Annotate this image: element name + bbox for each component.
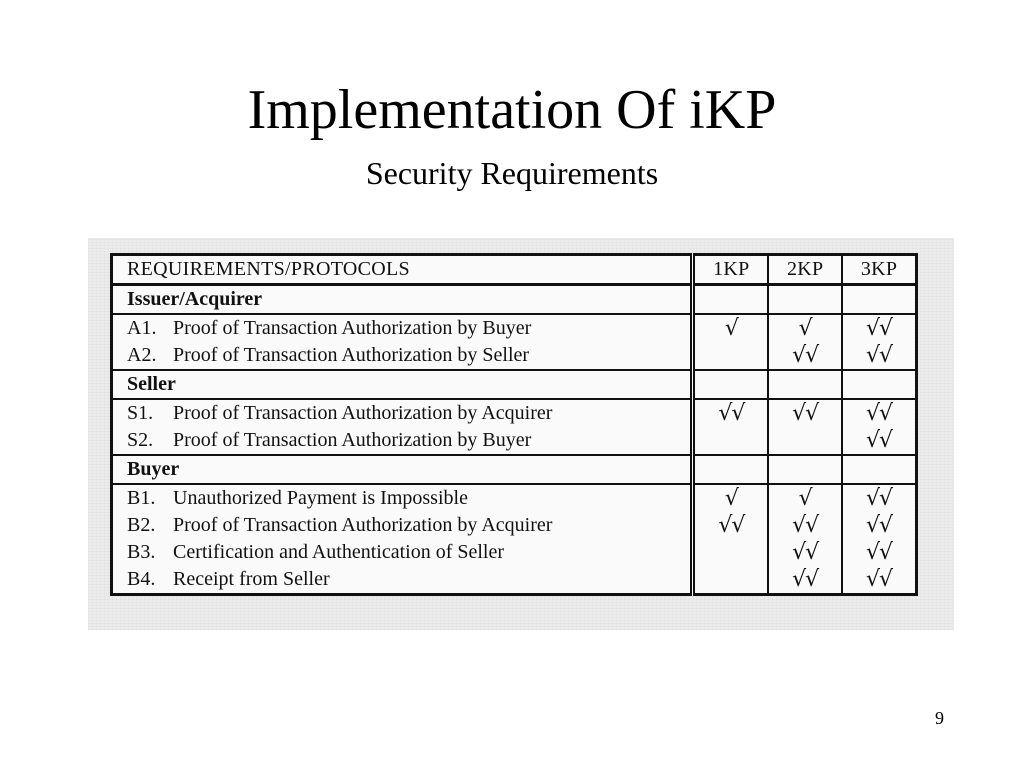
requirement-text: Receipt from Seller — [173, 568, 330, 590]
check-2kp: √√ — [768, 512, 842, 539]
requirement-cell — [112, 484, 693, 512]
requirement-cell — [112, 314, 693, 342]
slide-subtitle: Security Requirements — [365, 155, 659, 191]
requirement-cell — [112, 399, 693, 427]
check-1kp: √ — [693, 314, 768, 342]
check-1kp: √√ — [693, 512, 768, 539]
requirement-code: S2. — [127, 429, 154, 451]
header-2kp: 2KP — [768, 255, 842, 285]
section-empty-cell — [768, 370, 842, 399]
section-row-buyer — [112, 455, 917, 484]
check-2kp: √√ — [768, 399, 842, 427]
requirement-text: Proof of Transaction Authorization by Buyer — [173, 317, 532, 339]
requirement-text: Proof of Transaction Authorization by Acquirer — [173, 402, 553, 424]
check-1kp — [693, 539, 768, 566]
section-label: Seller — [112, 370, 693, 399]
section-empty-cell — [768, 285, 842, 315]
section-label: Issuer/Acquirer — [112, 285, 693, 315]
check-3kp: √√ — [842, 342, 916, 370]
check-3kp: √√ — [842, 314, 916, 342]
check-3kp: √√ — [842, 512, 916, 539]
check-2kp: √ — [768, 484, 842, 512]
requirement-text: Certification and Authentication of Seller — [173, 541, 505, 563]
section-row-issuer-acquirer — [112, 285, 917, 315]
requirement-text: Proof of Transaction Authorization by Buyer — [173, 429, 532, 451]
check-3kp: √√ — [842, 566, 916, 595]
check-1kp — [693, 566, 768, 595]
requirement-cell — [112, 427, 693, 455]
check-2kp: √√ — [768, 539, 842, 566]
requirement-code: B1. — [127, 487, 156, 509]
table-header-row — [112, 255, 917, 285]
check-1kp: √ — [693, 484, 768, 512]
table-row — [112, 484, 917, 512]
requirements-table — [110, 253, 918, 596]
check-3kp: √√ — [842, 539, 916, 566]
check-2kp: √ — [768, 314, 842, 342]
check-1kp: √√ — [693, 399, 768, 427]
page-number: 9 — [935, 708, 944, 728]
check-3kp: √√ — [842, 427, 916, 455]
section-empty-cell — [693, 370, 768, 399]
requirement-text: Unauthorized Payment is Impossible — [173, 487, 468, 509]
requirement-code: A2. — [127, 344, 157, 366]
requirement-code: S1. — [127, 402, 154, 424]
section-empty-cell — [842, 455, 916, 484]
table-row — [112, 566, 917, 595]
section-row-seller — [112, 370, 917, 399]
requirement-code: B3. — [127, 541, 156, 563]
table-row — [112, 512, 917, 539]
header-1kp: 1KP — [693, 255, 768, 285]
slide-title: Implementation Of iKP — [247, 79, 777, 141]
section-empty-cell — [842, 285, 916, 315]
requirement-cell — [112, 539, 693, 566]
check-2kp: √√ — [768, 566, 842, 595]
table-row — [112, 342, 917, 370]
check-3kp: √√ — [842, 484, 916, 512]
header-requirements: REQUIREMENTS/PROTOCOLS — [112, 255, 693, 285]
requirement-text: Proof of Transaction Authorization by Seller — [173, 344, 530, 366]
requirement-cell — [112, 566, 693, 595]
section-empty-cell — [693, 455, 768, 484]
requirement-code: B2. — [127, 514, 156, 536]
requirement-code: A1. — [127, 317, 157, 339]
table-row — [112, 314, 917, 342]
requirement-cell — [112, 342, 693, 370]
check-1kp — [693, 342, 768, 370]
header-3kp: 3KP — [842, 255, 916, 285]
requirement-cell — [112, 512, 693, 539]
table-row — [112, 539, 917, 566]
section-label: Buyer — [112, 455, 693, 484]
requirement-code: B4. — [127, 568, 156, 590]
requirement-text: Proof of Transaction Authorization by Acquirer — [173, 514, 553, 536]
table-row — [112, 427, 917, 455]
check-3kp: √√ — [842, 399, 916, 427]
section-empty-cell — [693, 285, 768, 315]
check-1kp — [693, 427, 768, 455]
table-row — [112, 399, 917, 427]
section-empty-cell — [842, 370, 916, 399]
check-2kp: √√ — [768, 342, 842, 370]
section-empty-cell — [768, 455, 842, 484]
check-2kp — [768, 427, 842, 455]
